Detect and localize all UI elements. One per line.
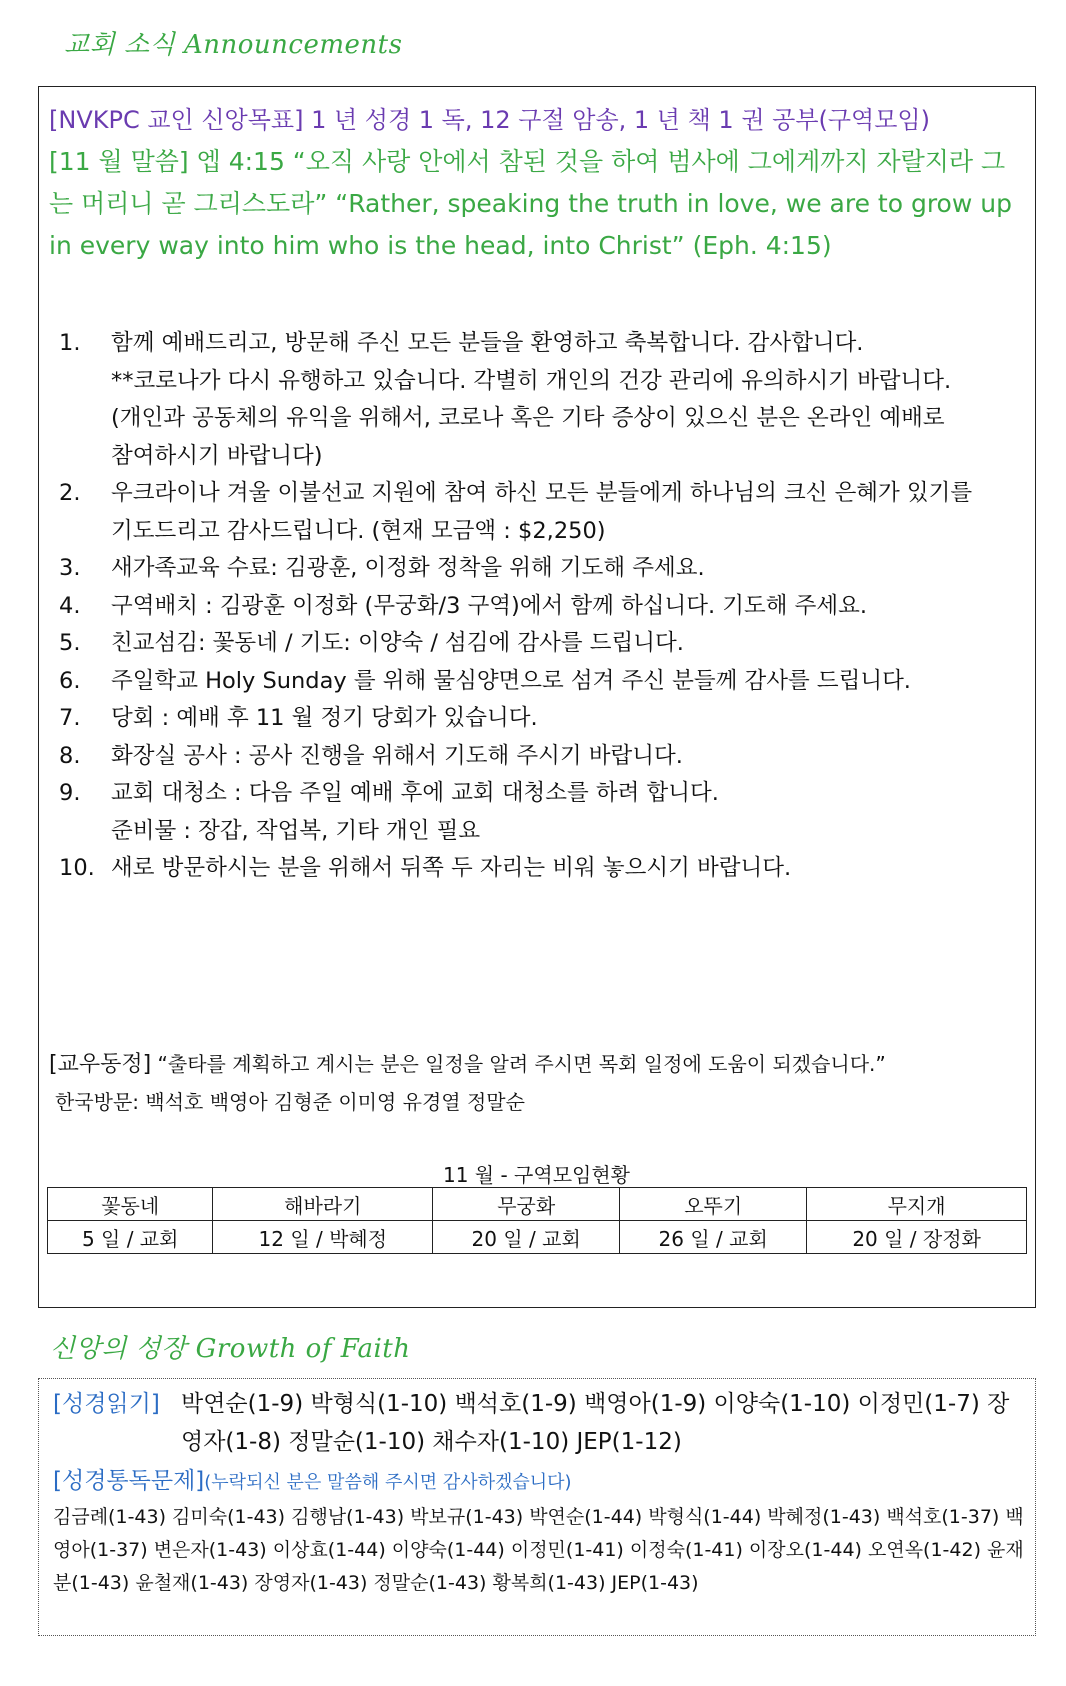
- table-header-cell: 무궁화: [433, 1188, 620, 1221]
- table-header-cell: 무지개: [807, 1188, 1027, 1221]
- table-cell: 20 일 / 장정화: [807, 1221, 1027, 1254]
- list-item: [39, 850, 1029, 888]
- table-header-cell: 꽃동네: [48, 1188, 213, 1221]
- bible-problems-heading: [53, 1463, 572, 1501]
- bible-reading-label: [성경읽기]: [53, 1391, 160, 1417]
- list-item-line: 새가족교육 수료: 김광훈, 이정화 정착을 위해 기도해 주세요.: [111, 555, 705, 581]
- list-item-line: 준비물 : 장갑, 작업복, 기타 개인 필요: [111, 817, 481, 844]
- monthly-verse-text: 엡 4:15 “오직 사랑 안에서 참된 것을 하여 범사에 그에게까지 자랄지라 그는 머리니 곧 그리스도라” “Rather, speaking the truth in love, we are to grow up in every way into him who is the head, into Christ” (Eph. 4:15): [49, 147, 1012, 260]
- list-item-number: 5.: [59, 630, 81, 656]
- list-item-line: 구역배치 : 김광훈 이정화 (무궁화/3 구역)에서 함께 하십니다. 기도해 주세요.: [111, 592, 868, 619]
- list-item-line: 기도드리고 감사드립니다. (현재 모금액 : $2,250): [111, 517, 606, 544]
- table-cell: 5 일 / 교회: [48, 1221, 213, 1254]
- list-item-line: 함께 예배드리고, 방문해 주신 모든 분들을 환영하고 축복합니다. 감사합니다.: [111, 330, 864, 356]
- fellowship-text: “출타를 계획하고 계시는 분은 일정을 알려 주시면 목회 일정에 도움이 되겠습니다.”: [151, 1052, 886, 1076]
- bible-reading-names: 박연순(1-9) 박형식(1-10) 백석호(1-9) 백영아(1-9) 이양숙(1-10) 이정민(1-7) 장영자(1-8) 정말순(1-10) 채수자(1-10) JEP(1-12): [181, 1391, 1010, 1455]
- list-item-number: 7.: [59, 705, 81, 731]
- list-item-line: (개인과 공동체의 유익을 위해서, 코로나 혹은 기타 증상이 있으신 분은 온라인 예배로: [111, 405, 945, 431]
- table-header-row: [48, 1188, 1027, 1221]
- table-header-cell: 해바라기: [213, 1188, 433, 1221]
- fellowship-news: [49, 1047, 886, 1082]
- list-item-line: 참여하시기 바랍니다): [111, 442, 323, 469]
- list-item-number: 1.: [59, 330, 81, 356]
- faith-goal: [49, 99, 1024, 141]
- list-item-number: 6.: [59, 667, 81, 694]
- list-item: [39, 775, 1029, 850]
- list-item-number: 3.: [59, 555, 81, 581]
- list-item: [39, 325, 1029, 475]
- list-item: [39, 738, 1029, 776]
- growth-title: 신앙의 성장 Growth of Faith: [50, 1334, 411, 1364]
- list-item-number: 9.: [59, 780, 81, 806]
- list-item-number: 2.: [59, 480, 81, 506]
- table-cell: 26 일 / 교회: [620, 1221, 807, 1254]
- list-item: [39, 625, 1029, 663]
- announcement-list: [39, 325, 1029, 888]
- list-item: [39, 550, 1029, 588]
- list-item-line: **코로나가 다시 유행하고 있습니다. 각별히 개인의 건강 관리에 유의하시기 바랍니다.: [111, 367, 952, 394]
- list-item-line: 교회 대청소 : 다음 주일 예배 후에 교회 대청소를 하려 합니다.: [111, 780, 719, 806]
- announcements-title: 교회 소식 Announcements: [64, 30, 403, 60]
- list-item-line: 주일학교 Holy Sunday 를 위해 물심양면으로 섬겨 주신 분들께 감사를 드립니다.: [111, 667, 911, 694]
- bible-problems-label: [성경통독문제]: [53, 1468, 205, 1494]
- list-item: [39, 663, 1029, 701]
- list-item-number: 8.: [59, 742, 81, 769]
- list-item-number: 10.: [59, 855, 95, 881]
- list-item-line: 새로 방문하시는 분을 위해서 뒤쪽 두 자리는 비워 놓으시기 바랍니다.: [111, 855, 792, 881]
- list-item-line: 우크라이나 겨울 이불선교 지원에 참여 하신 모든 분들에게 하나님의 크신 은혜가 있기를: [111, 480, 973, 506]
- monthly-verse: [49, 141, 1024, 267]
- list-item-line: 화장실 공사 : 공사 진행을 위해서 기도해 주시기 바랍니다.: [111, 742, 683, 769]
- bible-problems-note: (누락되신 분은 말씀해 주시면 감사하겠습니다): [204, 1472, 572, 1493]
- list-item-line: 친교섬김: 꽃동네 / 기도: 이양숙 / 섬김에 감사를 드립니다.: [111, 630, 684, 656]
- table-cell: 12 일 / 박혜정: [213, 1221, 433, 1254]
- bible-problems-names: 김금례(1-43) 김미숙(1-43) 김행남(1-43) 박보규(1-43) 박연순(1-44) 박형식(1-44) 박혜정(1-43) 백석호(1-37) 백영아(1-37) 변은자(1-43) 이상효(1-44) 이양숙(1-44) 이정민(1-41) 이정숙(1-41) 이장오(1-44) 오연옥(1-42) 윤재분(1-43) 윤철재(1-43) 장영자(1-43) 정말순(1-43) 황복희(1-43) JEP(1-43): [53, 1506, 1024, 1594]
- korea-visit: 한국방문: 백석호 백영아 김형준 이미영 유경열 정말순: [55, 1090, 525, 1114]
- list-item: [39, 588, 1029, 626]
- list-item: [39, 475, 1029, 550]
- table-row: [48, 1221, 1027, 1254]
- list-item-number: 4.: [59, 592, 81, 619]
- growth-box: [38, 1378, 1036, 1636]
- announcements-box: [38, 86, 1036, 1308]
- group-meeting-table: [47, 1187, 1027, 1254]
- list-item-line: 당회 : 예배 후 11 월 정기 당회가 있습니다.: [111, 705, 538, 731]
- faith-goal-text: 1 년 성경 1 독, 12 구절 암송, 1 년 책 1 권 공부(구역모임): [303, 106, 930, 134]
- faith-goal-label: [NVKPC 교인 신앙목표]: [49, 106, 304, 134]
- group-table-caption: 11 월 - 구역모임현황: [443, 1163, 630, 1187]
- fellowship-label: [교우동정]: [49, 1052, 152, 1077]
- table-cell: 20 일 / 교회: [433, 1221, 620, 1254]
- list-item: [39, 700, 1029, 738]
- table-header-cell: 오뚜기: [620, 1188, 807, 1221]
- monthly-verse-label: [11 월 말씀]: [49, 147, 189, 176]
